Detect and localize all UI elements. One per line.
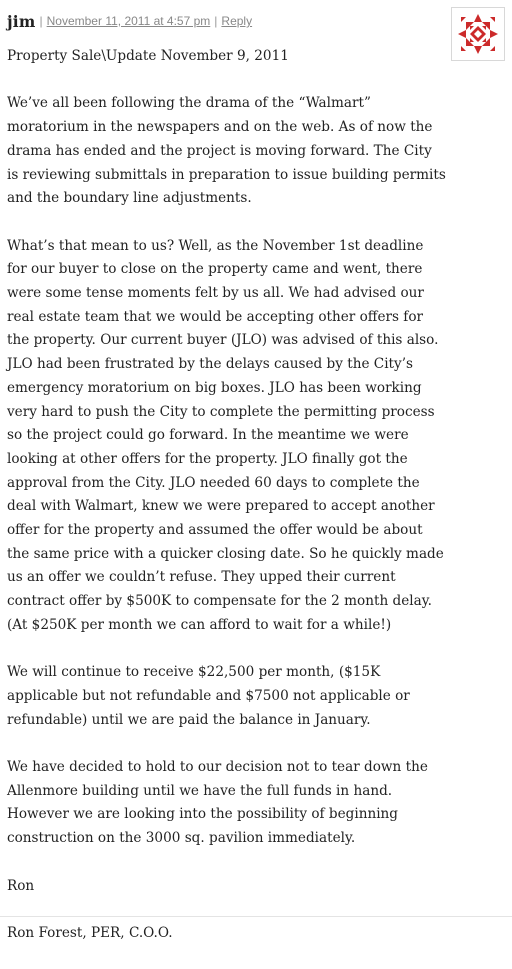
comment-date-link[interactable]: November 11, 2011 at 4:57 pm <box>46 14 211 28</box>
comment-paragraph: Property Sale\Update November 9, 2011 <box>7 48 289 64</box>
comment-paragraph: Ron Forest, PER, C.O.O. <box>7 924 173 941</box>
meta-separator: | <box>39 14 43 28</box>
comment-paragraph: What’s that mean to us? Well, as the November 1st deadline for our buyer to close on the property came and went, there were some tense moments felt by us all. We had advised our real estate team that we would be accepting other offers for the property. Our current buyer (JLO) was advised of this also. JLO had been frustrated by the delays caused by the City’s emergency moratorium on big boxes. JLO has been working very hard to push the City to complete the permitting process so the project could go forward. In the meantime we were looking at other offers for the property. JLO finally got the approval from the City. JLO needed 60 days to complete the deal with Walmart, knew we were prepared to accept another offer for the property and assumed the offer would be about the same price with a quicker closing date. So he quickly made us an offer we couldn’t refuse. They upped their current contract offer by $500K to compensate for the 2 month delay. (At $250K per month we can afford to wait for a while!) <box>7 237 444 633</box>
meta-separator: | <box>214 14 218 28</box>
comment-paragraph: We have decided to hold to our decision not to tear down the Allenmore building until we have the full funds in hand. However we are looking into the possibility of beginning construction on the 3000 sq. pavilion immediately. <box>7 759 428 847</box>
avatar <box>451 7 505 61</box>
comment-paragraph: Ron <box>7 877 35 894</box>
comment-author: jim <box>7 11 36 31</box>
comment-paragraph: We’ve all been following the drama of the “Walmart” moratorium in the newspapers and on the web. As of now the drama has ended and the project is moving forward. The City is reviewing submittals in preparation to issue building permits and the boundary line adjustments. <box>7 95 446 207</box>
reply-link[interactable]: Reply <box>221 14 253 28</box>
comment-paragraph: We will continue to receive $22,500 per month, ($15K applicable but not refundable and $7500 not applicable or refundable) until we are paid the balance in January. <box>7 664 410 728</box>
quilt-star-icon <box>452 8 504 60</box>
comment-meta <box>7 10 252 32</box>
comment-body <box>7 45 447 969</box>
